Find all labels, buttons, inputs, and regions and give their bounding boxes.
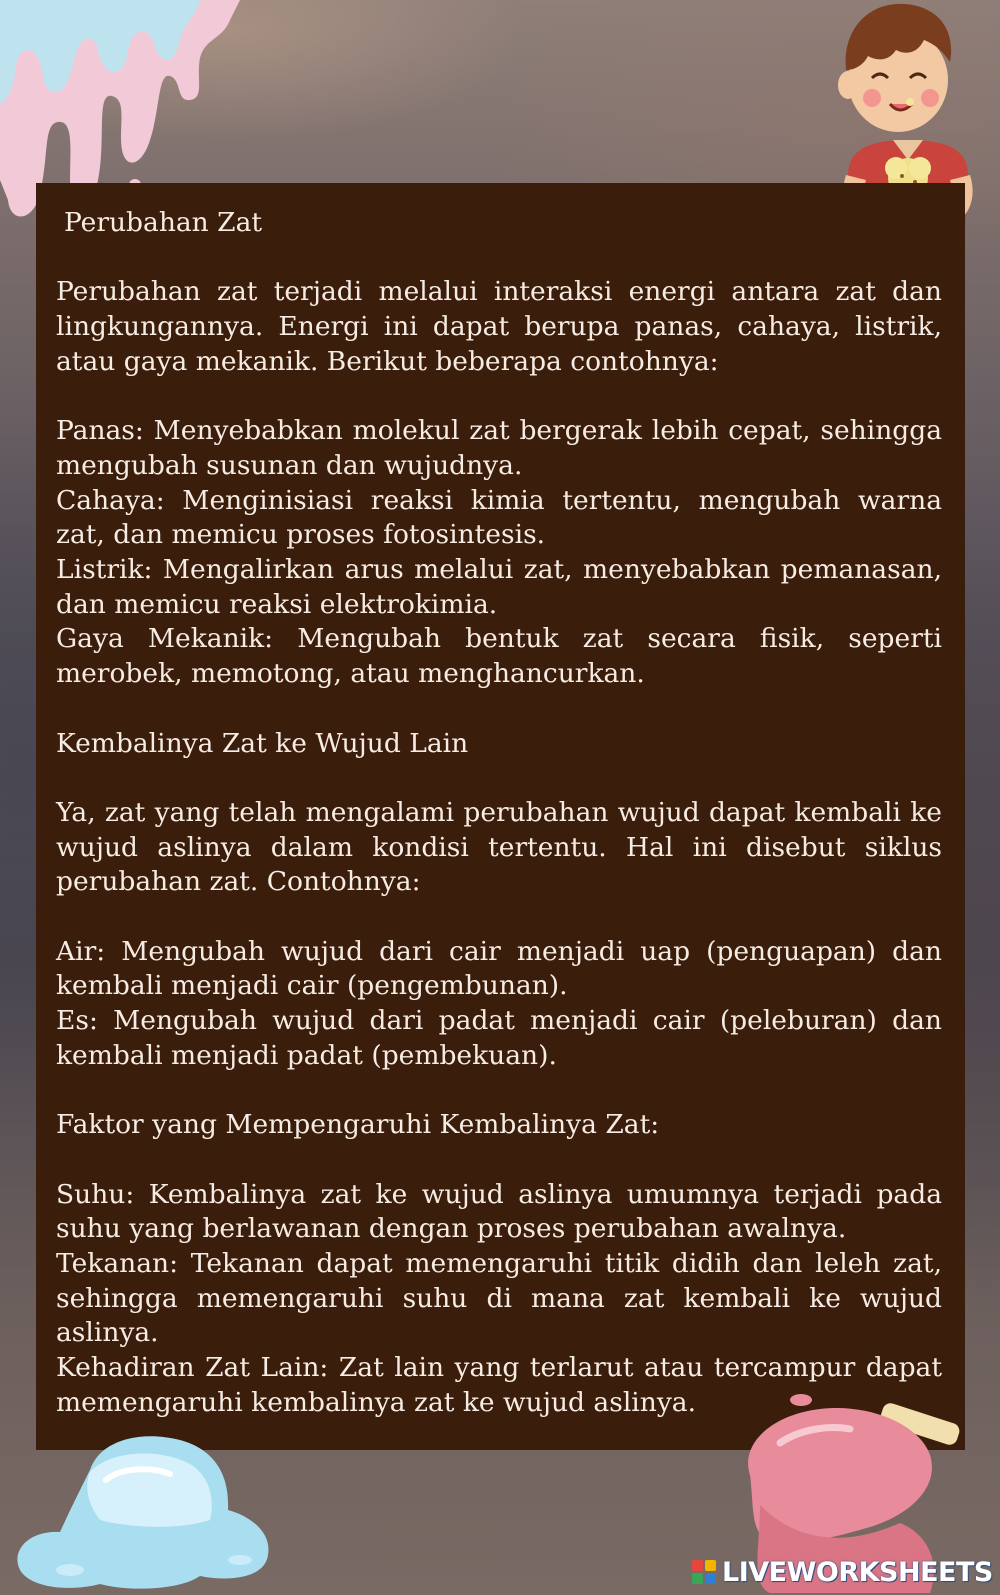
cycle-example-water: Air: Mengubah wujud dari cair menjadi uap (penguapan) dan kembali menjadi cair (pengembunan). bbox=[56, 935, 942, 1002]
factor-pressure: Tekanan: Tekanan dapat memengaruhi titik didih dan leleh zat, sehingga memengaruhi suhu di mana zat kembali ke wujud aslinya. bbox=[56, 1247, 942, 1349]
document-body bbox=[56, 206, 942, 1421]
energy-example-electricity: Listrik: Mengalirkan arus melalui zat, menyebabkan pemanasan, dan memicu reaksi elektrokimia. bbox=[56, 554, 942, 620]
energy-example-mechanical: Gaya Mekanik: Mengubah bentuk zat secara fisik, seperti merobek, memotong, atau menghancurkan. bbox=[56, 623, 942, 690]
liveworksheets-branding bbox=[692, 1555, 993, 1589]
return-intro-paragraph: Ya, zat yang telah mengalami perubahan wujud dapat kembali ke wujud aslinya dalam kondisi tertentu. Hal ini disebut siklus perubahan zat. Contohnya: bbox=[56, 796, 942, 898]
cycle-example-ice: Es: Mengubah wujud dari padat menjadi cair (peleburan) dan kembali menjadi padat (pembekuan). bbox=[56, 1005, 942, 1071]
melting-ice-cube-icon bbox=[10, 1420, 280, 1595]
section-heading-factors: Faktor yang Mempengaruhi Kembalinya Zat: bbox=[56, 1109, 660, 1141]
popsicle-drop-icon bbox=[788, 1392, 814, 1408]
energy-example-heat: Panas: Menyebabkan molekul zat bergerak lebih cepat, sehingga mengubah susunan dan wujudnya. bbox=[56, 415, 942, 481]
brand-name: LIVEWORKSHEETS bbox=[722, 1556, 993, 1588]
liveworksheets-logo-icon bbox=[692, 1560, 716, 1584]
intro-paragraph: Perubahan zat terjadi melalui interaksi energi antara zat dan lingkungannya. Energi ini dapat berupa panas, cahaya, listrik, atau gaya mekanik. Berikut beberapa contohnya: bbox=[56, 276, 942, 377]
factor-other-substance: Kehadiran Zat Lain: Zat lain yang terlarut atau tercampur dapat memengaruhi kembalinya zat ke wujud aslinya. bbox=[56, 1352, 942, 1418]
factor-temperature: Suhu: Kembalinya zat ke wujud aslinya umumnya terjadi pada suhu yang berlawanan dengan proses perubahan awalnya. bbox=[56, 1178, 942, 1245]
energy-example-light: Cahaya: Menginisiasi reaksi kimia tertentu, mengubah warna zat, dan memicu proses fotosintesis. bbox=[56, 484, 942, 551]
section-heading-return: Kembalinya Zat ke Wujud Lain bbox=[56, 727, 469, 759]
document-title: Perubahan Zat bbox=[64, 207, 263, 238]
